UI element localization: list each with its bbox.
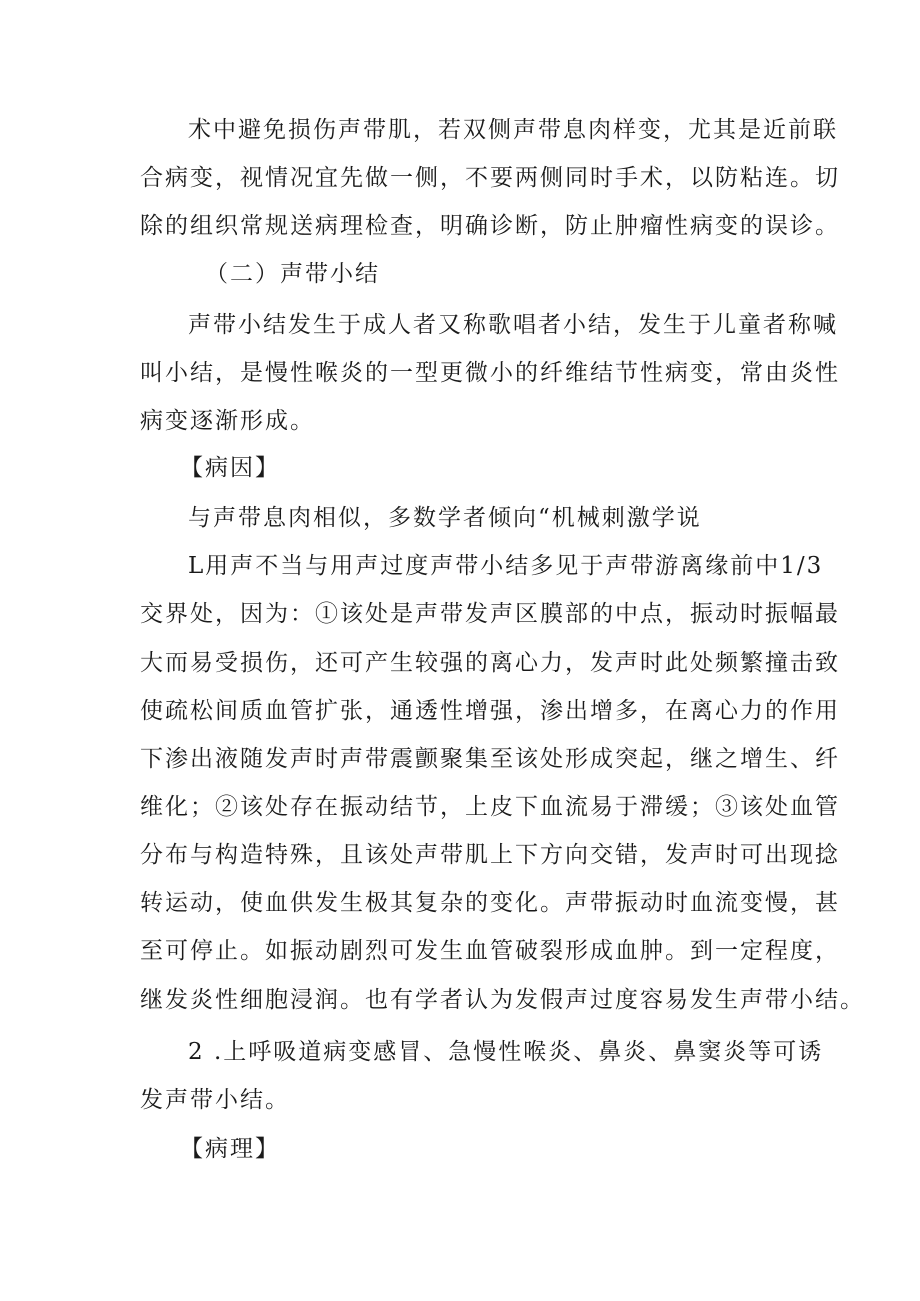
paragraph-line: 维化；②该处存在振动结节，上皮下血流易于滞缓；③该处血管 bbox=[140, 794, 840, 820]
paragraph-line: 合病变，视情况宜先做一侧，不要两侧同时手术，以防粘连。切 bbox=[140, 165, 840, 191]
paragraph-line: 继发炎性细胞浸润。也有学者认为发假声过度容易发生声带小结。 bbox=[140, 987, 865, 1013]
paragraph-line: 下渗出液随发声时声带震颤聚集至该处形成突起，继之增生、纤 bbox=[140, 746, 840, 772]
paragraph-line: 病变逐渐形成。 bbox=[140, 408, 315, 434]
paragraph-line: 术中避免损伤声带肌，若双侧声带息肉样变，尤其是近前联 bbox=[188, 117, 838, 143]
section-heading: （二）声带小结 bbox=[205, 261, 380, 287]
paragraph-line: 大而易受损伤，还可产生较强的离心力，发声时此处频繁撞击致 bbox=[140, 650, 840, 676]
paragraph-line: 分布与构造特殊，且该处声带肌上下方向交错，发声时可出现捻 bbox=[140, 842, 840, 868]
subsection-heading-etiology: 【病因】 bbox=[180, 455, 280, 481]
paragraph-line: 至可停止。如振动剧烈可发生血管破裂形成血肿。到一定程度， bbox=[140, 938, 840, 964]
paragraph-line: 转运动，使血供发生极其复杂的变化。声带振动时血流变慢，甚 bbox=[140, 890, 840, 916]
paragraph-line: 声带小结发生于成人者又称歌唱者小结，发生于儿童者称喊 bbox=[188, 312, 838, 338]
paragraph-line: 叫小结，是慢性喉炎的一型更微小的纤维结节性病变，常由炎性 bbox=[140, 360, 840, 386]
paragraph-line: 2 .上呼吸道病变感冒、急慢性喉炎、鼻炎、鼻窦炎等可诱 bbox=[188, 1039, 824, 1065]
paragraph-line: 使疏松间质血管扩张，通透性增强，渗出增多，在离心力的作用 bbox=[140, 698, 840, 724]
paragraph-line: 除的组织常规送病理检查，明确诊断，防止肿瘤性病变的误诊。 bbox=[140, 213, 840, 239]
paragraph-line: 交界处，因为：①该处是声带发声区膜部的中点，振动时振幅最 bbox=[140, 601, 840, 627]
paragraph-line: L用声不当与用声过度声带小结多见于声带游离缘前中1/3 bbox=[188, 553, 824, 579]
subsection-heading-pathology: 【病理】 bbox=[180, 1136, 280, 1162]
paragraph-line: 与声带息肉相似，多数学者倾向“机械刺激学说 bbox=[188, 505, 702, 531]
paragraph-line: 发声带小结。 bbox=[140, 1087, 290, 1113]
